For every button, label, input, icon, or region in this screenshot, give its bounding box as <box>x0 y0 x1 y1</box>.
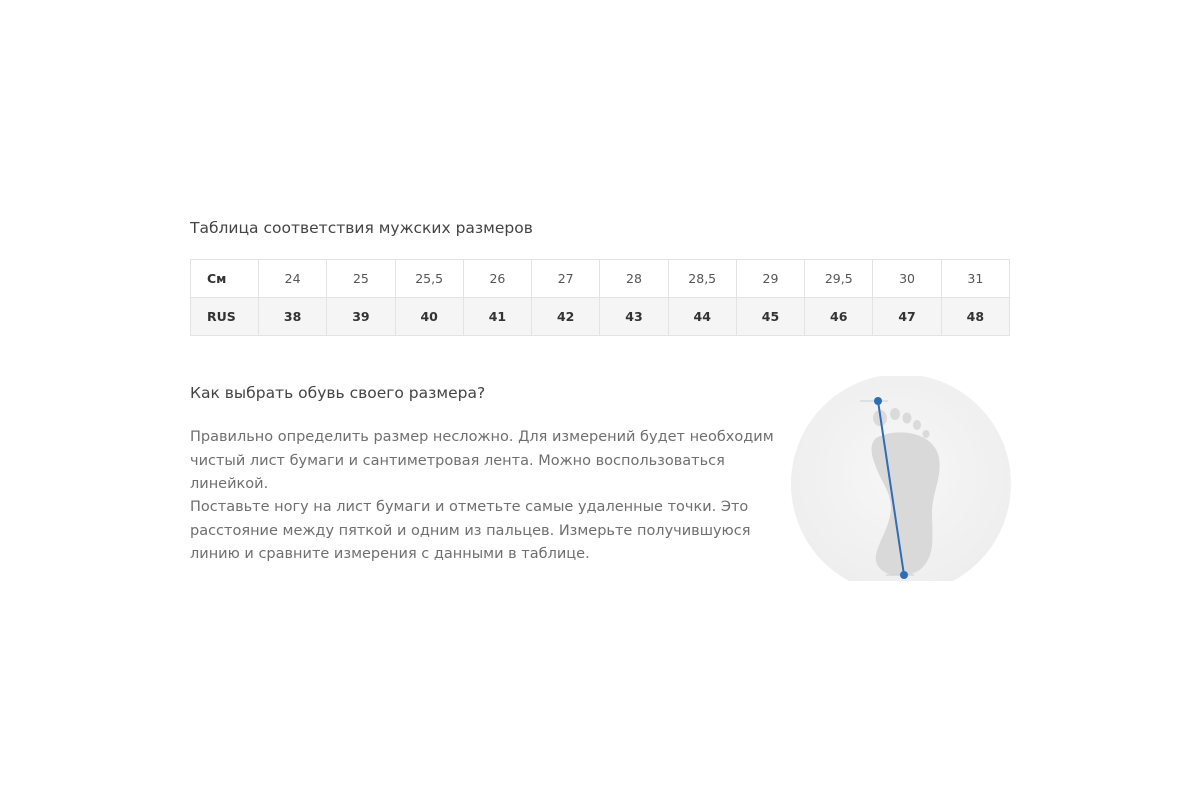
size-guide <box>190 216 1010 562</box>
table-cell: 29,5 <box>805 260 873 298</box>
table-cell: 25,5 <box>395 260 463 298</box>
toe-5 <box>923 430 930 438</box>
table-cell: 30 <box>873 260 941 298</box>
table-cell: 46 <box>805 298 873 336</box>
table-cell: 28,5 <box>668 260 736 298</box>
table-cell: 40 <box>395 298 463 336</box>
howto-paragraph-1: Правильно определить размер несложно. Для измерений будет необходим чистый лист бумаги и сантиметровая лента. Можно воспользоваться линейкой. <box>190 429 774 492</box>
table-cell: 31 <box>941 260 1009 298</box>
howto-paragraph-2: Поставьте ногу на лист бумаги и отметьте самые удаленные точки. Это расстояние между пяткой и одним из пальцев. Измерьте получившуюся линию и сравните измерения с данными в таблице. <box>190 499 751 562</box>
table-cell: 42 <box>532 298 600 336</box>
table-cell: 38 <box>259 298 327 336</box>
table-cell: 43 <box>600 298 668 336</box>
size-table <box>190 259 1010 336</box>
table-cell: 27 <box>532 260 600 298</box>
table-cell: 41 <box>463 298 531 336</box>
row-label-rus: RUS <box>191 298 259 336</box>
howto-title: Как выбрать обувь своего размера? <box>190 384 486 402</box>
row-label-cm: См <box>191 260 259 298</box>
table-row-cm <box>191 260 1010 298</box>
toe-2 <box>890 408 900 420</box>
foot-measure-icon <box>790 376 1012 586</box>
measure-point-bottom <box>900 571 908 579</box>
table-cell: 47 <box>873 298 941 336</box>
table-cell: 45 <box>736 298 804 336</box>
table-row-rus <box>191 298 1010 336</box>
table-cell: 48 <box>941 298 1009 336</box>
size-table-title: Таблица соответствия мужских размеров <box>190 219 533 237</box>
table-cell: 24 <box>259 260 327 298</box>
measure-point-top <box>874 397 882 405</box>
toe-3 <box>903 413 912 424</box>
foot-measure-graphic <box>790 376 1012 586</box>
toe-4 <box>913 420 921 430</box>
table-cell: 25 <box>327 260 395 298</box>
table-cell: 44 <box>668 298 736 336</box>
table-cell: 28 <box>600 260 668 298</box>
table-cell: 39 <box>327 298 395 336</box>
table-cell: 29 <box>736 260 804 298</box>
table-cell: 26 <box>463 260 531 298</box>
